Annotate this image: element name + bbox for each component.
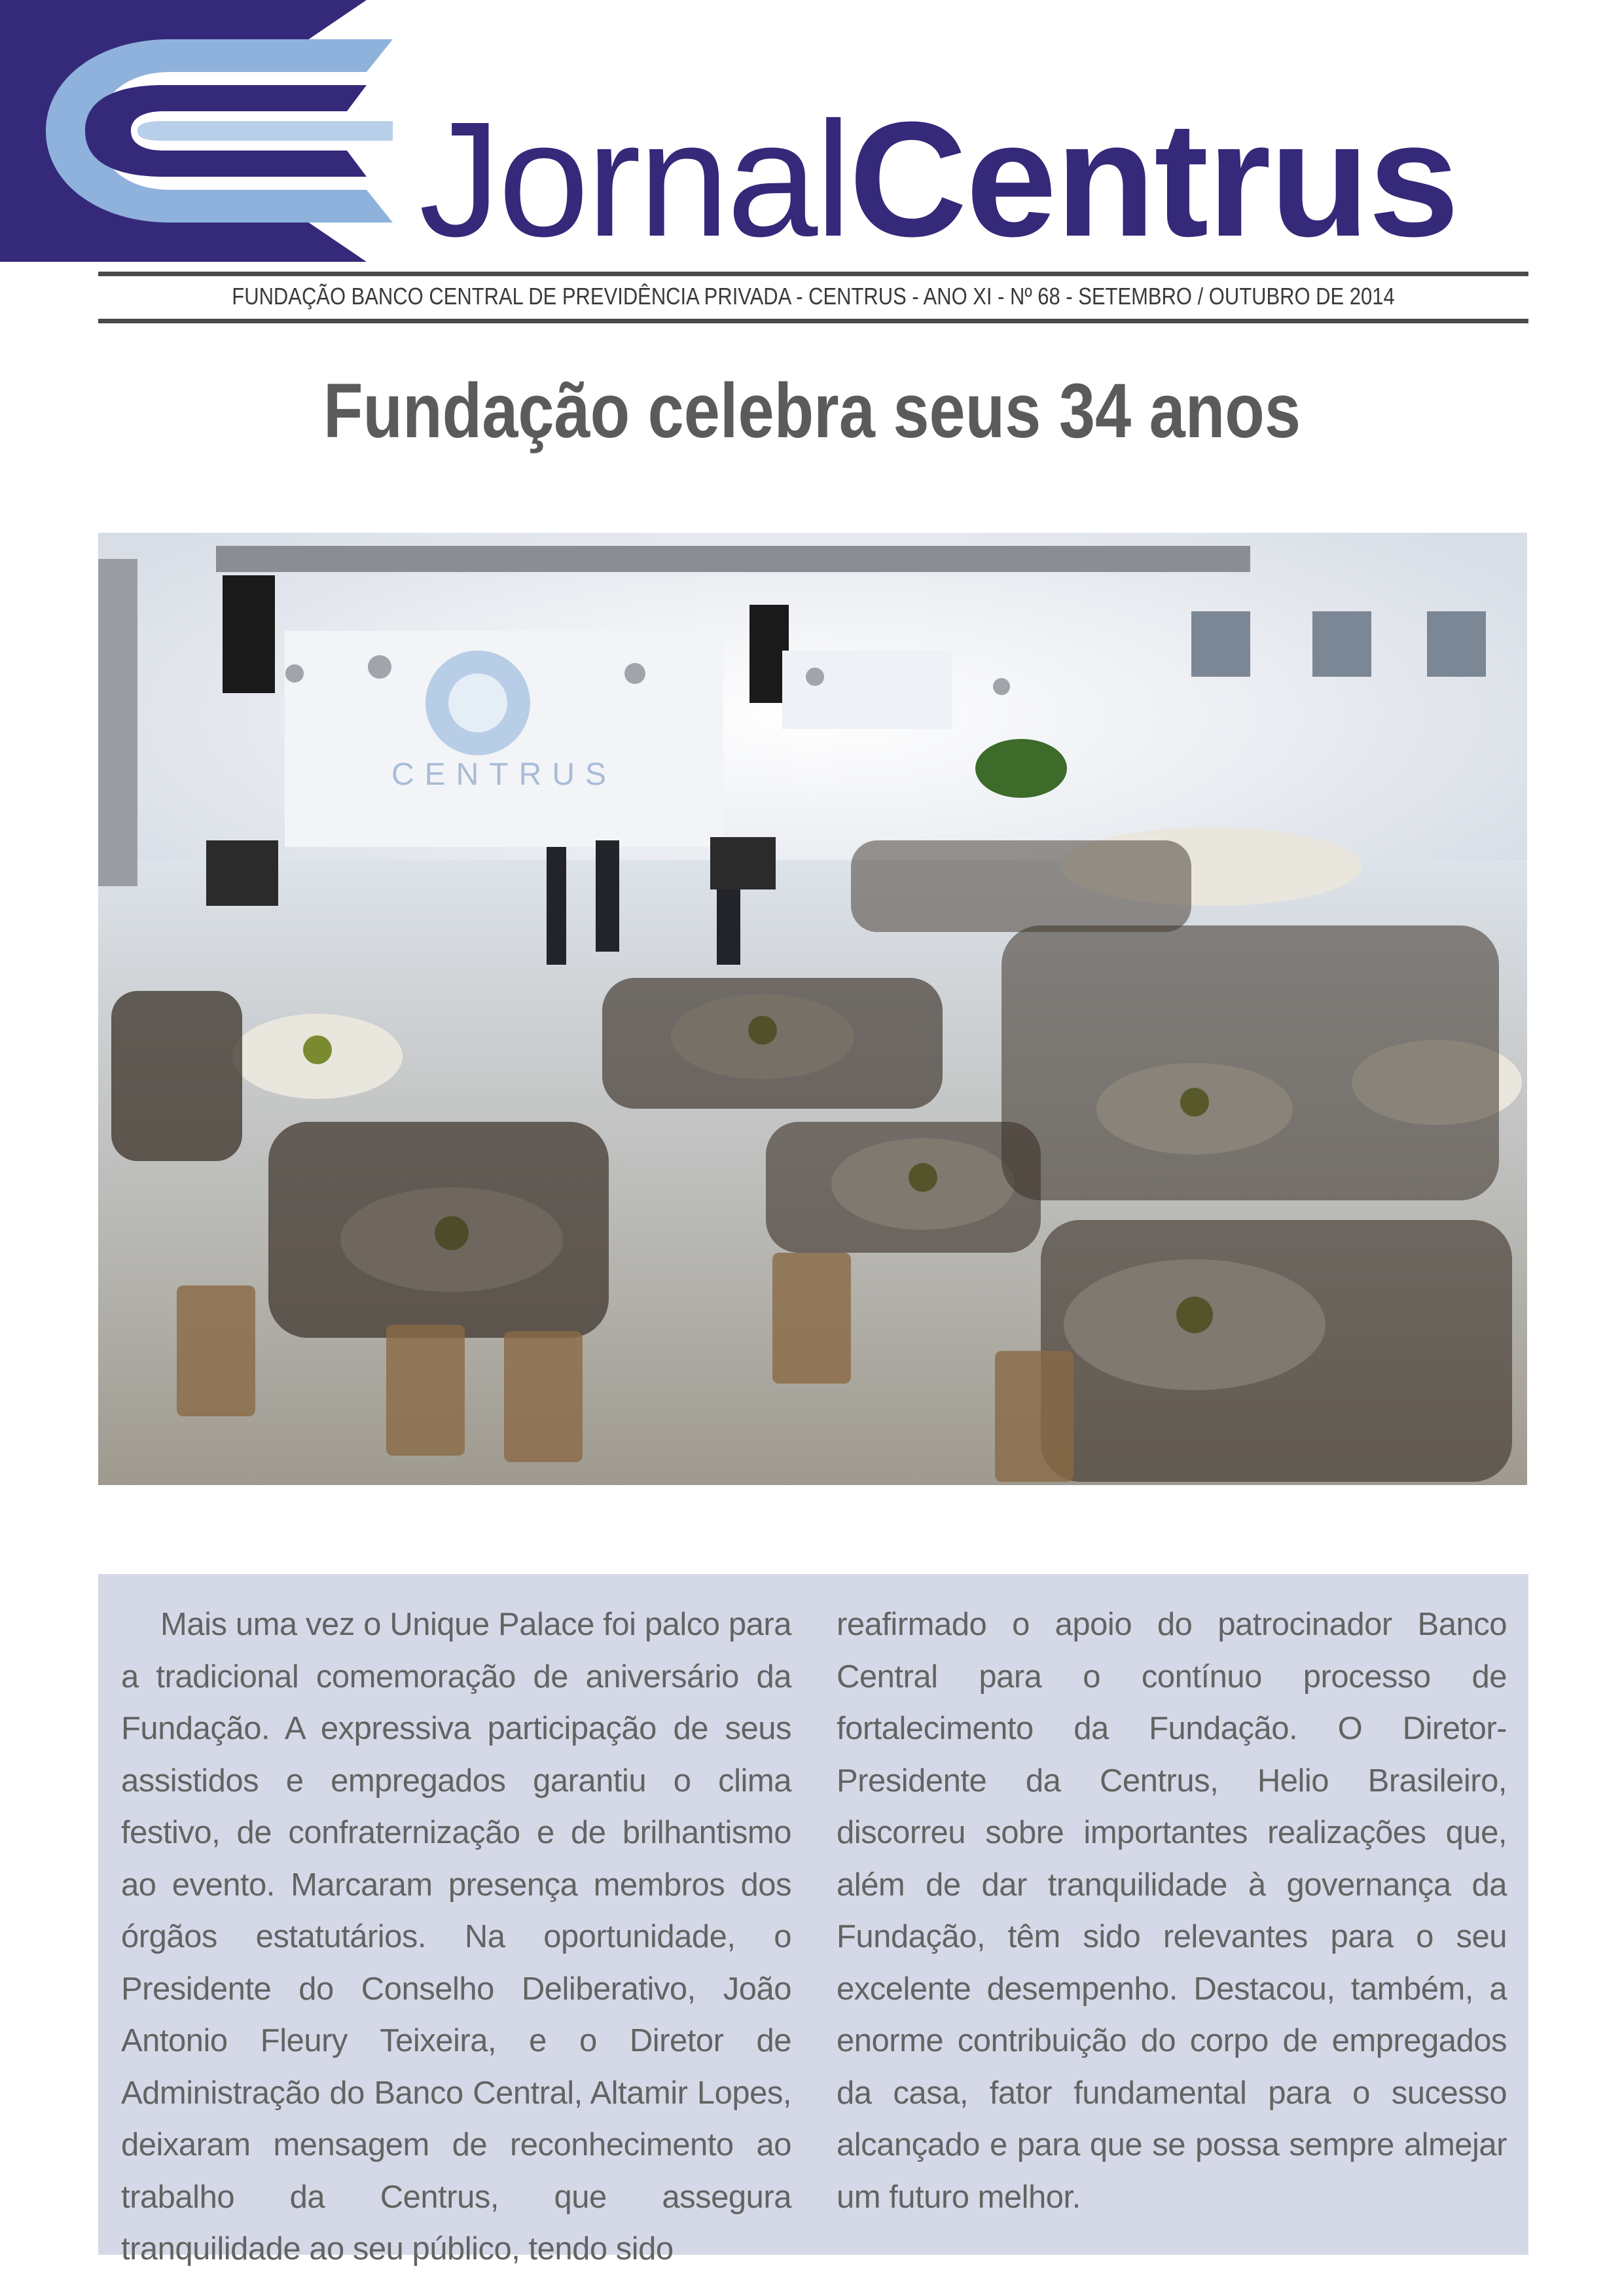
article-column-right: reafirmado o apoio do patrocinador Banco Central para o contínuo processo de fortalecimento da Fundação. O Diretor-Presidente da Centrus, Helio Brasileiro, discorreu sobre importantes realizações que, além de dar tranquilidade à governança da Fundação, têm sido relevantes para o seu excelente desempenho. Destacou, também, a enorme contribuição do corpo de empregados da casa, fator fundamental para o sucesso alcançado e para que se possa sempre almejar um futuro melhor. xyxy=(837,1607,1507,2215)
article-headline: Fundação celebra seus 34 anos xyxy=(323,368,1301,454)
masthead-rule-top xyxy=(98,272,1528,276)
screen-brand-text: CENTRUS xyxy=(391,757,617,792)
event-photo xyxy=(98,533,1527,1485)
article-text-box xyxy=(98,1574,1528,2267)
masthead-subtitle: FUNDAÇÃO BANCO CENTRAL DE PREVIDÊNCIA PRIVADA - CENTRUS - ANO XI - Nº 68 - SETEMBRO / OUTUBRO DE 2014 xyxy=(232,283,1395,310)
centrus-logo xyxy=(0,0,406,262)
masthead-title-light: Jornal xyxy=(419,88,849,270)
masthead-rule-bottom xyxy=(98,319,1528,323)
masthead-title-bold: Centrus xyxy=(848,88,1458,270)
article-column-left: Mais uma vez o Unique Palace foi palco para a tradicional comemoração de aniversário da Fundação. A expressiva participação de seus assistidos e empregados garantiu o clima festivo, de confraternização e de brilhantismo ao evento. Marcaram presença membros dos órgãos estatutários. Na oportunidade, o Presidente do Conselho Deliberativo, João Antonio Fleury Teixeira, e o Diretor de Administração do Banco Central, Altamir Lopes, deixaram mensagem de reconhecimento ao trabalho da Centrus, que assegura tranquilidade ao seu público, tendo sido xyxy=(121,1607,791,2267)
masthead-title xyxy=(419,85,1458,275)
